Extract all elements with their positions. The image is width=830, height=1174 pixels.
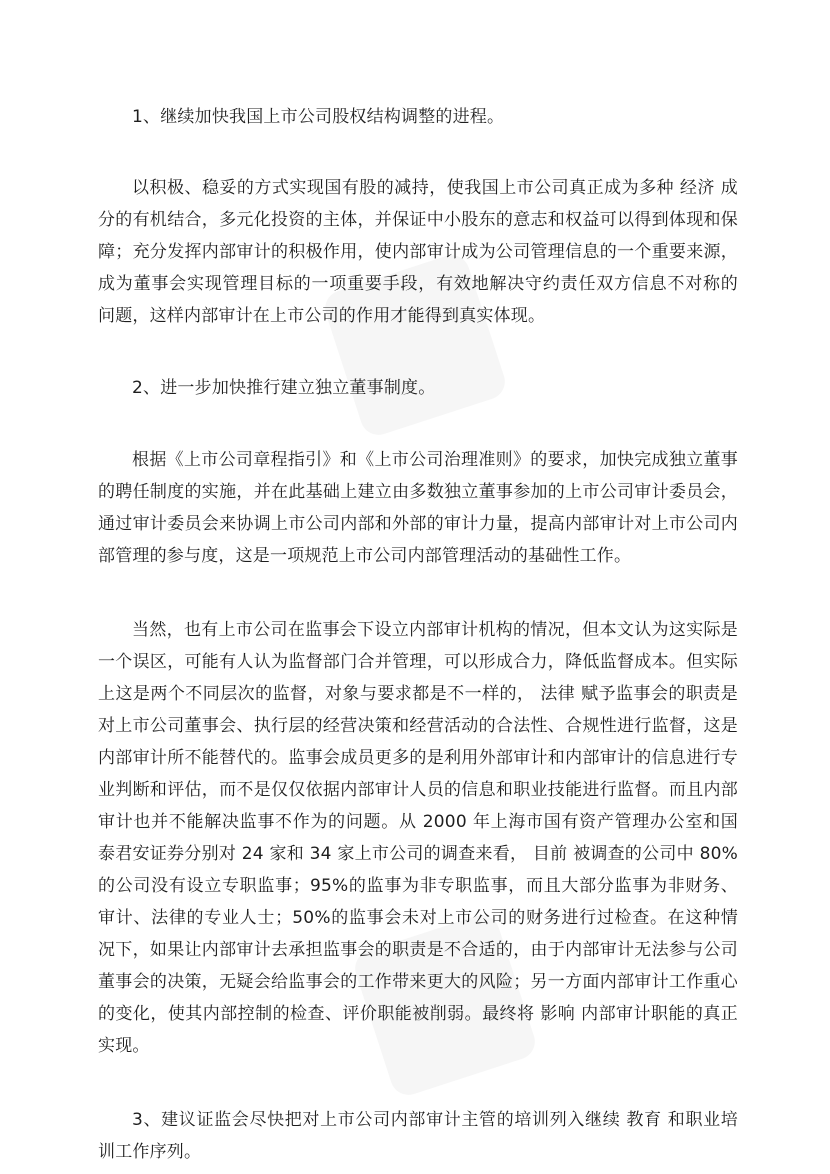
section-heading-1: 1、继续加快我国上市公司股权结构调整的进程。 [132, 107, 505, 127]
paragraph-2: 根据《上市公司章程指引》和《上市公司治理准则》的要求，加快完成独立董事的聘任制度的实施，并在此基础上建立由多数独立董事参加的上市公司审计委员会，通过审计委员会来协调上市公司内部和外部的审计力量，提高内部审计对上市公司内部管理的参与度，这是一项规范上市公司内部管理活动的基础性工作。 [98, 450, 738, 566]
document-body [98, 98, 738, 1168]
section-heading-2: 2、进一步加快推行建立独立董事制度。 [132, 378, 436, 398]
paragraph-1: 以积极、稳妥的方式实现国有股的减持，使我国上市公司真正成为多种 经济 成分的有机结合，多元化投资的主体，并保证中小股东的意志和权益可以得到体现和保障；充分发挥内部审计的积极作用，使内部审计成为公司管理信息的一个重要来源，成为董事会实现管理目标的一项重要手段，有效地解决守约责任双方信息不对称的 问题，这样内部审计在上市公司的作用才能得到真实体现。 [98, 178, 738, 326]
paragraph-3: 当然，也有上市公司在监事会下设立内部审计机构的情况，但本文认为这实际是一个误区，可能有人认为监督部门合并管理，可以形成合力，降低监督成本。但实际上这是两个不同层次的监督，对象与要求都是不一样的， 法律 赋予监事会的职责是对上市公司董事会、执行层的经营决策和经营活动的合法性、合规性进行监督，这是内部审计所不能替代的。监事会成员更多的是利用外部审计和内部审计的信息进行专业判断和评估，而不是仅仅依据内部审计人员的信息和职业技能进行监督。而且内部审计也并不能解决监事不作为的问题。从 2000 年上海市国有资产管理办公室和国泰君安证券分别对 24 家和 34 家上市公司的调查来看， 目前 被调查的公司中 80%的公司没有设立专职监事；95%的监事为非专职监事，而且大部分监事为非财务、审计、法律的专业人士；50%的监事会未对上市公司的财务进行过检查。在这种情况下，如果让内部审计去承担监事会的职责是不合适的，由于内部审计无法参与公司董事会的决策，无疑会给监事会的工作带来更大的风险；另一方面内部审计工作重心的变化，使其内部控制的检查、评价职能被削弱。最终将 影响 内部审计职能的真正实现。 [98, 620, 738, 1056]
section-heading-3: 3、建议证监会尽快把对上市公司内部审计主管的培训列入继续 教育 和职业培训工作序列。 [98, 1110, 738, 1162]
